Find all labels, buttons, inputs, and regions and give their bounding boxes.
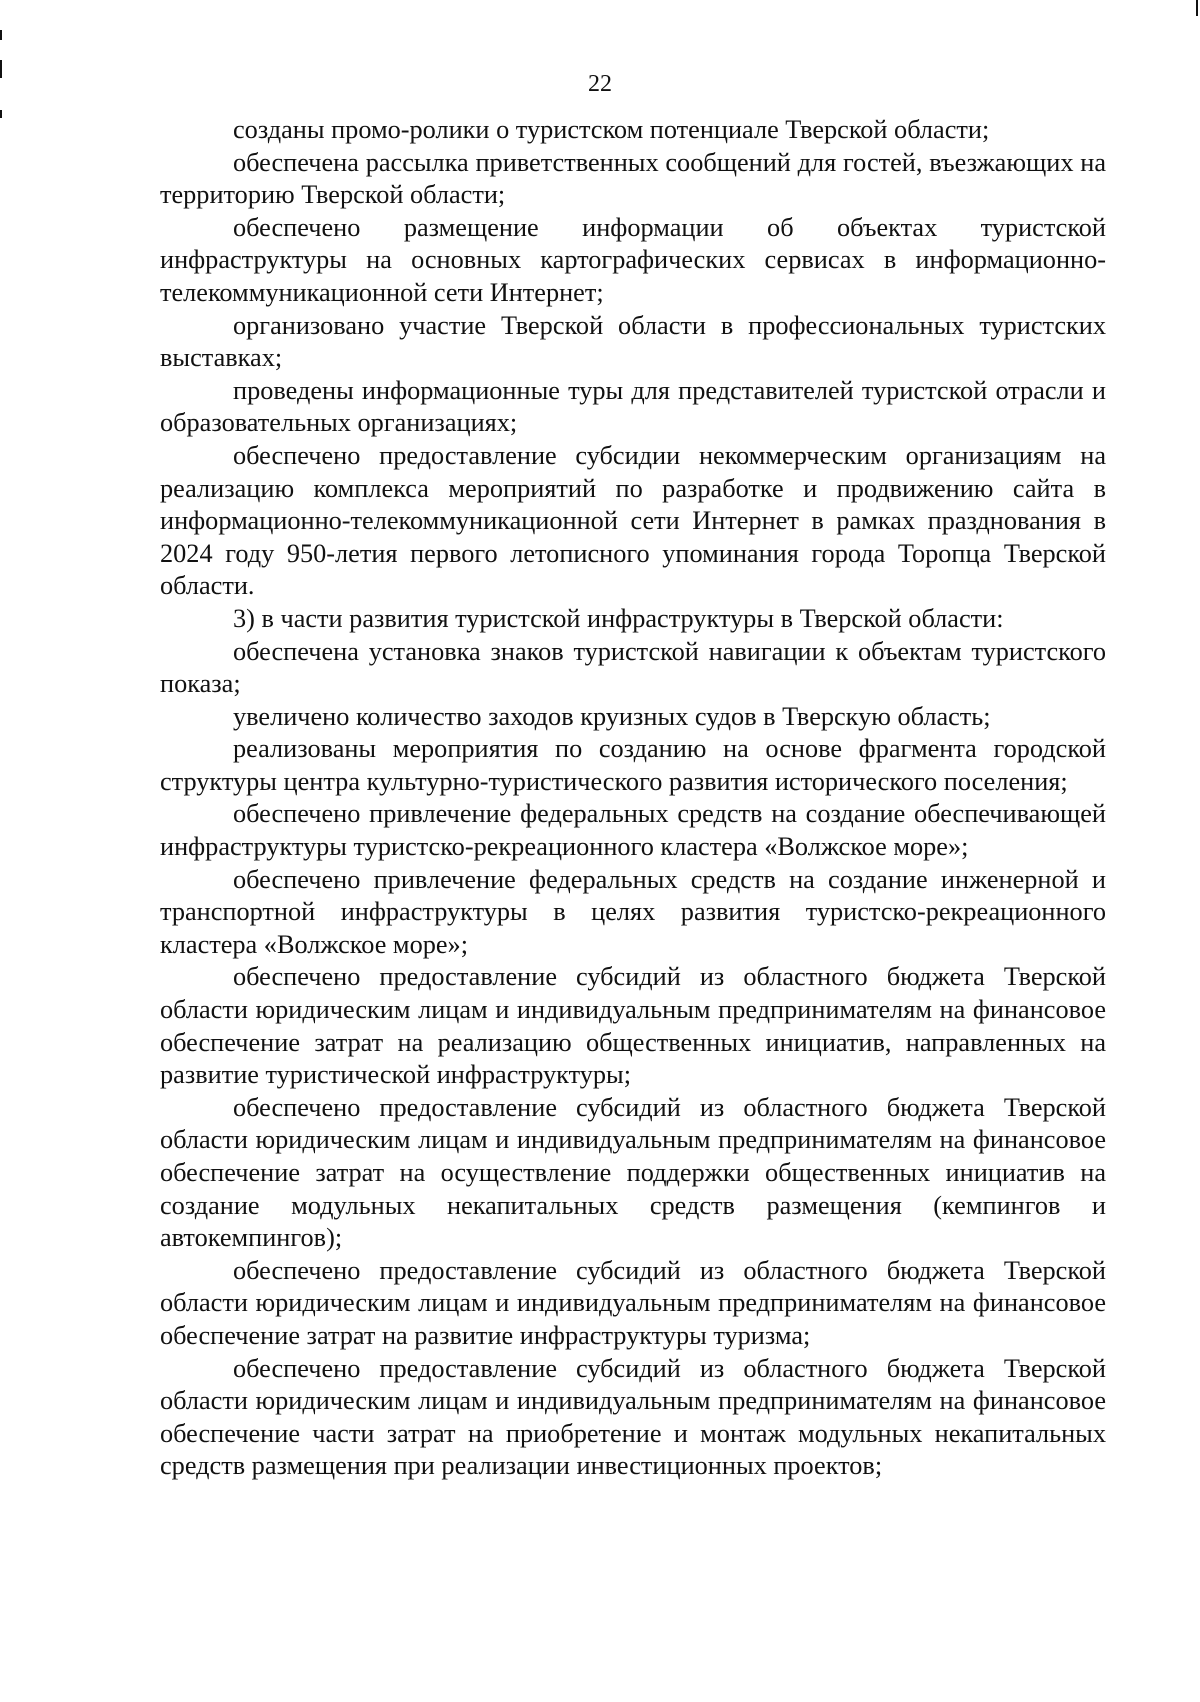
paragraph: обеспечено предоставление субсидий из областного бюджета Тверской области юридическим лицам и индивидуальным предпринимателям на финансовое обеспечение части затрат на приобретение и монтаж модульных некапитальных средств размещения при реализации инвестиционных проектов; xyxy=(160,1353,1106,1481)
paragraph: обеспечено предоставление субсидий из областного бюджета Тверской области юридическим лицам и индивидуальным предпринимателям на финансовое обеспечение затрат на развитие инфраструктуры туризма; xyxy=(160,1255,1106,1350)
section-heading-item: 3) в части развития туристской инфраструктуры в Тверской области: xyxy=(233,603,1004,633)
paragraph: обеспечено размещение информации об объектах туристской инфраструктуры на основных картографических сервисах в информационно-телекоммуникационной сети Интернет; xyxy=(160,212,1106,307)
page-number: 22 xyxy=(588,71,612,97)
paragraph: обеспечено предоставление субсидии некоммерческим организациям на реализацию комплекса мероприятий по разработке и продвижению сайта в информационно-телекоммуникационной сети Интернет в рамках празднования в 2024 году 950-летия первого летописного упоминания города Торопца Тверской области. xyxy=(160,440,1106,601)
paragraph: обеспечено привлечение федеральных средств на создание обеспечивающей инфраструктуры туристско-рекреационного кластера «Волжское море»; xyxy=(160,799,1106,862)
scan-edge-mark xyxy=(0,30,2,40)
document-body xyxy=(160,114,1106,1483)
scan-edge-mark xyxy=(1196,0,1198,16)
paragraph: обеспечено предоставление субсидий из областного бюджета Тверской области юридическим лицам и индивидуальным предпринимателям на финансовое обеспечение затрат на осуществление поддержки общественных инициатив на создание модульных некапитальных средств размещения (кемпингов и автокемпингов); xyxy=(160,1092,1106,1253)
paragraph: реализованы мероприятия по созданию на основе фрагмента городской структуры центра культурно-туристического развития исторического поселения; xyxy=(160,734,1106,796)
paragraph: обеспечено привлечение федеральных средств на создание инженерной и транспортной инфраструктуры в целях развития туристско-рекреационного кластера «Волжское море»; xyxy=(160,864,1106,959)
paragraph: обеспечена рассылка приветственных сообщений для гостей, въезжающих на территорию Тверской области; xyxy=(160,147,1106,210)
scan-edge-mark xyxy=(0,110,2,118)
paragraph: созданы промо-ролики о туристском потенциале Тверской области; xyxy=(233,115,990,144)
paragraph: обеспечено предоставление субсидий из областного бюджета Тверской области юридическим лицам и индивидуальным предпринимателям на финансовое обеспечение затрат на реализацию общественных инициатив, направленных на развитие туристической инфраструктуры; xyxy=(160,962,1106,1090)
paragraph: обеспечена установка знаков туристской навигации к объектам туристского показа; xyxy=(160,636,1106,699)
paragraph: увеличено количество заходов круизных судов в Тверскую область; xyxy=(233,701,991,731)
paragraph: организовано участие Тверской области в профессиональных туристских выставках; xyxy=(160,310,1106,373)
paragraph: проведены информационные туры для представителей туристской отрасли и образовательных организациях; xyxy=(160,375,1106,438)
